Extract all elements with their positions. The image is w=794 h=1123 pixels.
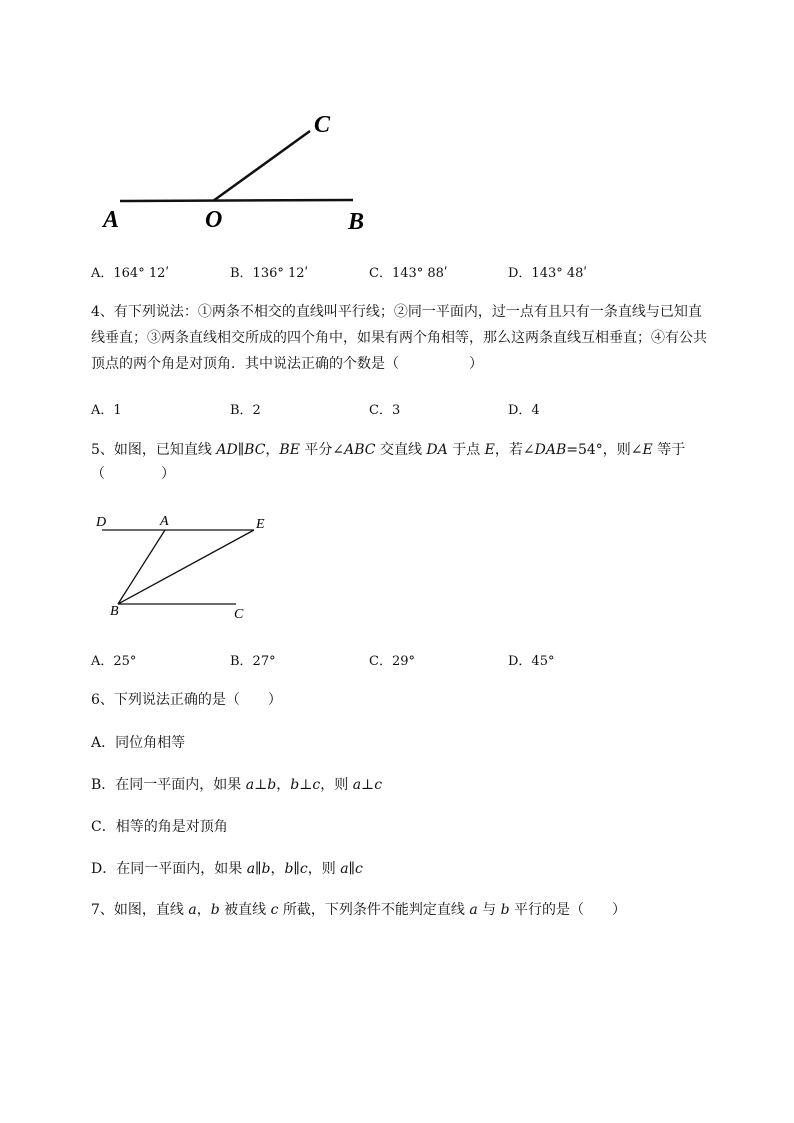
q3-option-a: A．164° 12ʹ bbox=[91, 266, 169, 281]
q4-option-d: D．4 bbox=[508, 403, 540, 418]
label-b: B bbox=[348, 209, 365, 235]
figure-q5 bbox=[92, 510, 282, 625]
q6-option-b: B．在同一平面内，如果 a⊥b，b⊥c，则 a⊥c bbox=[91, 777, 383, 793]
q5-option-d: D．45° bbox=[508, 654, 555, 669]
line-ab bbox=[120, 200, 353, 201]
label-a: A bbox=[160, 514, 169, 529]
line-be bbox=[118, 530, 254, 604]
label-o: O bbox=[205, 207, 223, 233]
q3-option-c: C．143° 88ʹ bbox=[369, 266, 448, 281]
q3-option-b: B．136° 12ʹ bbox=[230, 266, 309, 281]
q3-option-d: D．143° 48ʹ bbox=[508, 266, 588, 281]
label-a: A bbox=[103, 207, 120, 233]
q5-option-a: A．25° bbox=[91, 654, 137, 669]
ray-oc bbox=[213, 131, 310, 201]
q6-option-a: A．同位角相等 bbox=[91, 735, 186, 751]
q7-stem: 7、如图，直线 a，b 被直线 c 所截，下列条件不能判定直线 a 与 b 平行的是（ ） bbox=[91, 902, 627, 918]
q4-stem-line-3: 顶点的两个角是对顶角．其中说法正确的个数是（ ） bbox=[91, 356, 483, 372]
figure-angle-aoc bbox=[95, 105, 385, 240]
label-b: B bbox=[110, 604, 119, 619]
q5-stem-line-2: （ ） bbox=[91, 466, 175, 482]
q5-option-c: C．29° bbox=[369, 654, 415, 669]
label-c: C bbox=[234, 607, 244, 622]
q4-stem-line-1: 4、有下列说法：①两条不相交的直线叫平行线；②同一平面内，过一点有且只有一条直线与已知直 bbox=[91, 304, 702, 320]
q6-option-c: C．相等的角是对顶角 bbox=[91, 819, 228, 835]
q4-option-a: A．1 bbox=[91, 403, 122, 418]
q5-option-b: B．27° bbox=[230, 654, 276, 669]
label-d: D bbox=[96, 515, 107, 530]
label-c: C bbox=[314, 112, 331, 138]
q4-stem-line-2: 线垂直；③两条直线相交所成的四个角中，如果有两个角相等，那么这两条直线互相垂直；④有公共 bbox=[91, 330, 707, 346]
q6-option-d: D．在同一平面内，如果 a∥b，b∥c，则 a∥c bbox=[91, 861, 363, 877]
q4-option-c: C．3 bbox=[369, 403, 401, 418]
q5-stem-line-1: 5、如图，已知直线 AD∥BC，BE 平分∠ABC 交直线 DA 于点 E，若∠DAB=54°，则∠E 等于 bbox=[91, 442, 686, 458]
q4-option-b: B．2 bbox=[230, 403, 261, 418]
q6-stem: 6、下列说法正确的是（ ） bbox=[91, 692, 282, 708]
line-ab bbox=[118, 530, 165, 604]
label-e: E bbox=[256, 517, 265, 532]
